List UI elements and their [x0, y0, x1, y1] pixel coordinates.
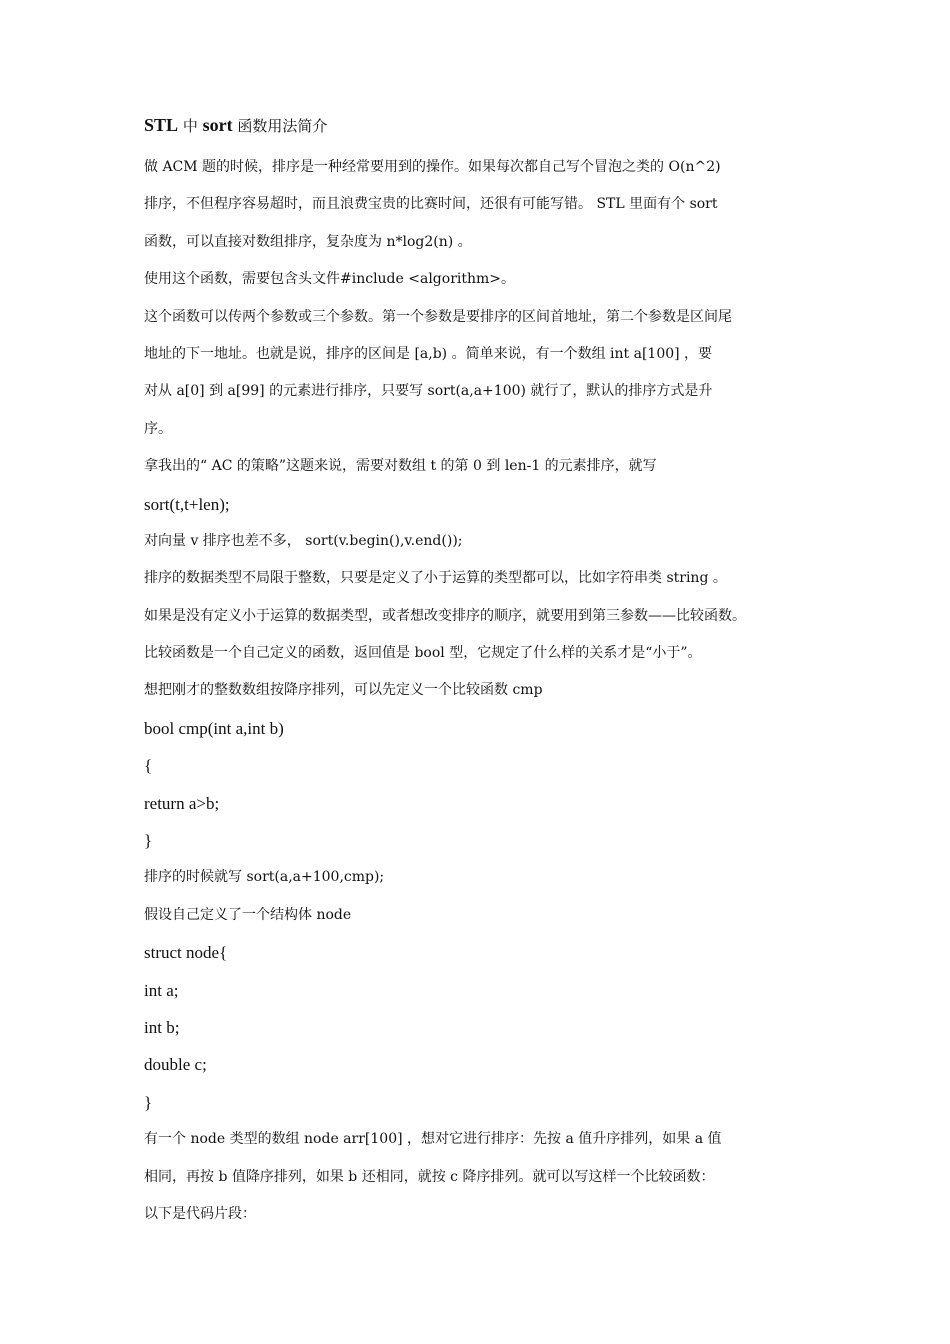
paragraph-line-4: 使用这个函数，需要包含头文件#include <algorithm>。: [144, 271, 516, 288]
paragraph-line-6: 地址的下一地址。也就是说，排序的区间是 [a,b) 。简单来说，有一个数组 int a[100] ，要: [144, 345, 713, 362]
document-title: [144, 112, 814, 138]
title-zhong: 中: [182, 117, 198, 135]
paragraph-line-13: 如果是没有定义小于运算的数据类型，或者想改变排序的顺序，就要用到第三参数——比较函数。: [144, 607, 746, 624]
paragraph-line-struct-intro: 假设自己定义了一个结构体 node: [144, 906, 352, 923]
paragraph-line-7: 对从 a[0] 到 a[99] 的元素进行排序，只要写 sort(a,a+100) 就行了，默认的排序方式是升: [144, 383, 713, 400]
paragraph-line-29: 以下是代码片段：: [144, 1205, 256, 1222]
paragraph-line-9: 拿我出的“ AC 的策略”这题来说，需要对数组 t 的第 0 到 len-1 的元素排序，就写: [144, 458, 657, 475]
title-rest: 函数用法简介: [237, 117, 328, 135]
code-line-int-b: int b;: [144, 1017, 180, 1037]
code-line-return: return a>b;: [144, 793, 220, 813]
code-line-cmp-signature: bool cmp(int a,int b): [144, 718, 284, 738]
paragraph-line-15: 想把刚才的整数数组按降序排列，可以先定义一个比较函数 cmp: [144, 682, 543, 699]
code-line-double-c: double c;: [144, 1055, 207, 1075]
paragraph-line-28: 相同，再按 b 值降序排列，如果 b 还相同，就按 c 降序排列。就可以写这样一个比较函数：: [144, 1168, 715, 1185]
paragraph-line-5: 这个函数可以传两个参数或三个参数。第一个参数是要排序的区间首地址，第二个参数是区间尾: [144, 308, 732, 325]
paragraph-line-3: 函数，可以直接对数组排序，复杂度为 n*log2(n) 。: [144, 233, 472, 250]
code-line-open-brace: {: [144, 756, 153, 776]
paragraph-line-sort-cmp: 排序的时候就写 sort(a,a+100,cmp);: [144, 869, 385, 886]
code-line-close-brace: }: [144, 831, 153, 851]
paragraph-line-8: 序。: [144, 420, 172, 437]
title-sort: sort: [202, 115, 233, 135]
document-page: [144, 112, 814, 1233]
code-line-sort-t: sort(t,t+len);: [144, 494, 230, 514]
code-line-struct-node: struct node{: [144, 943, 228, 963]
code-line-struct-close: }: [144, 1092, 153, 1112]
paragraph-line-vector: 对向量 v 排序也差不多， sort(v.begin(),v.end());: [144, 532, 463, 549]
paragraph-line-27: 有一个 node 类型的数组 node arr[100] ，想对它进行排序：先按 a 值升序排列，如果 a 值: [144, 1131, 722, 1148]
paragraph-line-1: 做 ACM 题的时候，排序是一种经常要用到的操作。如果每次都自己写个冒泡之类的 O(n^2): [144, 159, 721, 175]
paragraph-line-12: 排序的数据类型不局限于整数，只要是定义了小于运算的类型都可以，比如字符串类 string 。: [144, 570, 727, 587]
paragraph-line-2: 排序，不但程序容易超时，而且浪费宝贵的比赛时间，还很有可能写错。 STL 里面有个 sort: [144, 196, 718, 213]
code-line-int-a: int a;: [144, 980, 179, 1000]
paragraph-line-14: 比较函数是一个自己定义的函数，返回值是 bool 型，它规定了什么样的关系才是“小于”。: [144, 645, 702, 662]
title-stl: STL: [144, 115, 179, 135]
